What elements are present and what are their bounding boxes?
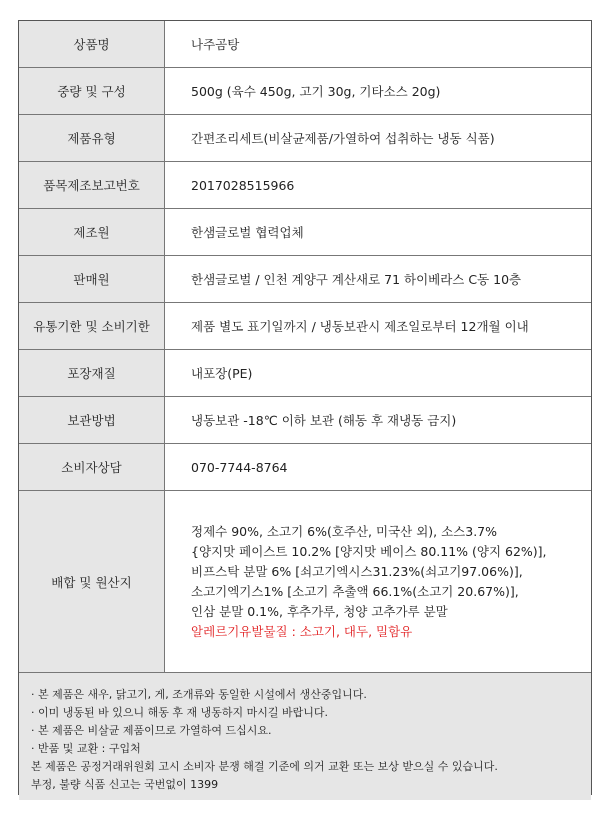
- ingredient-line: 소고기엑기스1% [소고기 추출액 66.1%(소고기 20.67%)],: [191, 583, 519, 599]
- notice-line: · 반품 및 교환 : 구입처: [31, 742, 141, 755]
- row-packaging: [19, 350, 591, 397]
- notice-line: · 이미 냉동된 바 있으니 해동 후 재 냉동하지 마시길 바랍니다.: [31, 706, 328, 719]
- label-ingredients: 배합 및 원산지: [19, 491, 165, 673]
- product-info-table: [18, 20, 592, 795]
- value-product-name: 나주곰탕: [165, 21, 592, 68]
- value-product-type: 간편조리세트(비살균제품/가열하여 섭취하는 냉동 식품): [165, 115, 592, 162]
- value-ingredients: [165, 491, 592, 673]
- label-consumer-contact: 소비자상담: [19, 444, 165, 491]
- notice-line: · 본 제품은 새우, 닭고기, 게, 조개류와 동일한 시설에서 생산중입니다.: [31, 688, 367, 701]
- row-seller: [19, 256, 591, 303]
- value-seller: 한샘글로벌 / 인천 계양구 계산새로 71 하이베라스 C동 10층: [165, 256, 592, 303]
- label-expiry: 유통기한 및 소비기한: [19, 303, 165, 350]
- row-weight: [19, 68, 591, 115]
- label-storage: 보관방법: [19, 397, 165, 444]
- ingredient-line: 정제수 90%, 소고기 6%(호주산, 미국산 외), 소스3.7%: [191, 523, 498, 539]
- ingredient-line: 비프스탁 분말 6% [쇠고기엑시스31.23%(쇠고기97.06%)],: [191, 563, 523, 579]
- label-report-number: 품목제조보고번호: [19, 162, 165, 209]
- value-packaging: 내포장(PE): [165, 350, 592, 397]
- row-report-number: [19, 162, 591, 209]
- label-product-type: 제품유형: [19, 115, 165, 162]
- row-product-name: [19, 21, 591, 68]
- ingredient-line: 인삼 분말 0.1%, 후추가루, 청양 고추가루 분말: [191, 603, 448, 619]
- value-report-number: 2017028515966: [165, 162, 592, 209]
- value-storage: 냉동보관 -18℃ 이하 보관 (해동 후 재냉동 금지): [165, 397, 592, 444]
- ingredient-line: {양지맛 페이스트 10.2% [양지맛 베이스 80.11% (양지 62%)],: [191, 543, 547, 559]
- row-storage: [19, 397, 591, 444]
- row-product-type: [19, 115, 591, 162]
- label-product-name: 상품명: [19, 21, 165, 68]
- row-manufacturer: [19, 209, 591, 256]
- row-ingredients: [19, 491, 591, 673]
- notice-line: 부정, 불량 식품 신고는 국번없이 1399: [31, 778, 219, 791]
- label-seller: 판매원: [19, 256, 165, 303]
- label-weight: 중량 및 구성: [19, 68, 165, 115]
- row-consumer-contact: [19, 444, 591, 491]
- allergy-warning: 알레르기유발물질 : 소고기, 대두, 밀함유: [191, 623, 413, 639]
- notice-line: 본 제품은 공정거래위원회 고시 소비자 분쟁 해결 기준에 의거 교환 또는 보상 받으실 수 있습니다.: [31, 760, 498, 773]
- row-expiry: [19, 303, 591, 350]
- notice-line: · 본 제품은 비살균 제품이므로 가열하여 드십시요.: [31, 724, 272, 737]
- value-expiry: 제품 별도 표기일까지 / 냉동보관시 제조일로부터 12개월 이내: [165, 303, 592, 350]
- label-manufacturer: 제조원: [19, 209, 165, 256]
- value-weight: 500g (육수 450g, 고기 30g, 기타소스 20g): [165, 68, 592, 115]
- label-packaging: 포장재질: [19, 350, 165, 397]
- value-manufacturer: 한샘글로벌 협력업체: [165, 209, 592, 256]
- value-consumer-contact: 070-7744-8764: [165, 444, 592, 491]
- notice-box: [19, 673, 591, 800]
